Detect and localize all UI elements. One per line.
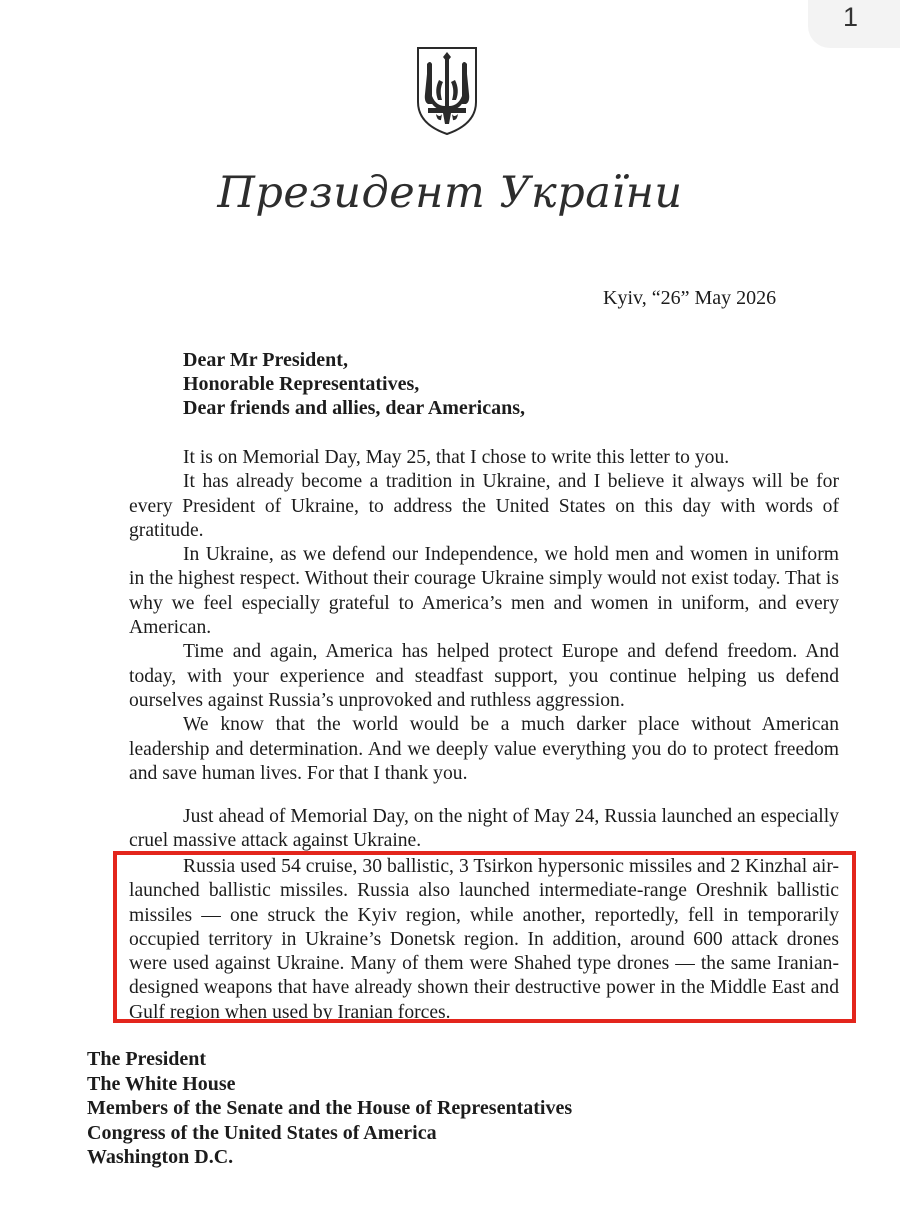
addressee-line: Members of the Senate and the House of Representatives [87,1097,573,1120]
attack-intro-paragraph: Just ahead of Memorial Day, on the night of May 24, Russia launched an especially cruel massive attack against Ukraine. [129,806,839,852]
body-paragraph: Time and again, America has helped protect Europe and defend freedom. And today, with your experience and steadfast support, you continue helping us defend ourselves against Russia’s unprovoked and ruthless aggression. [129,641,839,711]
salutation-line: Dear friends and allies, dear Americans, [183,397,526,419]
body-paragraph: In Ukraine, as we defend our Independence, we hold men and women in uniform in the highest respect. Without their courage Ukraine simply would not exist today. That is why we feel especially grateful to America’s men and women in uniform, and every American. [129,544,839,639]
page-number: 1 [842,2,858,32]
dateline: Kyiv, “26” May 2026 [603,287,777,309]
attack-intro-block [129,805,839,854]
salutation-line: Dear Mr President, [183,349,348,371]
body-paragraph: It has already become a tradition in Ukraine, and I believe it always will be for every President of Ukraine, to address the United States on this day with words of gratitude. [129,471,839,541]
highlighted-paragraph: Russia used 54 cruise, 30 ballistic, 3 Tsirkon hypersonic missiles and 2 Kinzhal air-launched ballistic missiles. Russia also launched intermediate-range Oreshnik ballistic missiles — one struck the Kyiv region, while another, reportedly, fell in temporarily occupied territory in Ukraine’s Donetsk region. In addition, around 600 attack drones were used against Ukraine. Many of them were Shahed type drones — the same Iranian-designed weapons that have already shown their destructive power in the Middle East and Gulf region when used by Iranian forces. [129,856,839,1023]
addressee-line: Congress of the United States of America [87,1121,437,1144]
letterhead-title: Президент України [217,168,683,218]
salutation-block [183,348,525,420]
salutation-line: Honorable Representatives, [183,373,420,395]
addressee-block [87,1047,572,1170]
body-paragraph: It is on Memorial Day, May 25, that I chose to write this letter to you. [183,447,730,468]
body-paragraph: We know that the world would be a much darker place without American leadership and determination. And we deeply value everything you do to protect freedom and save human lives. For that I thank you. [129,714,839,784]
highlight-annotation-box [113,851,856,1023]
addressee-line: The White House [87,1072,236,1095]
addressee-line: The President [87,1048,207,1070]
letter-body [129,446,839,786]
addressee-line: Washington D.C. [87,1146,234,1169]
tryzub-coat-of-arms-icon [414,44,480,138]
